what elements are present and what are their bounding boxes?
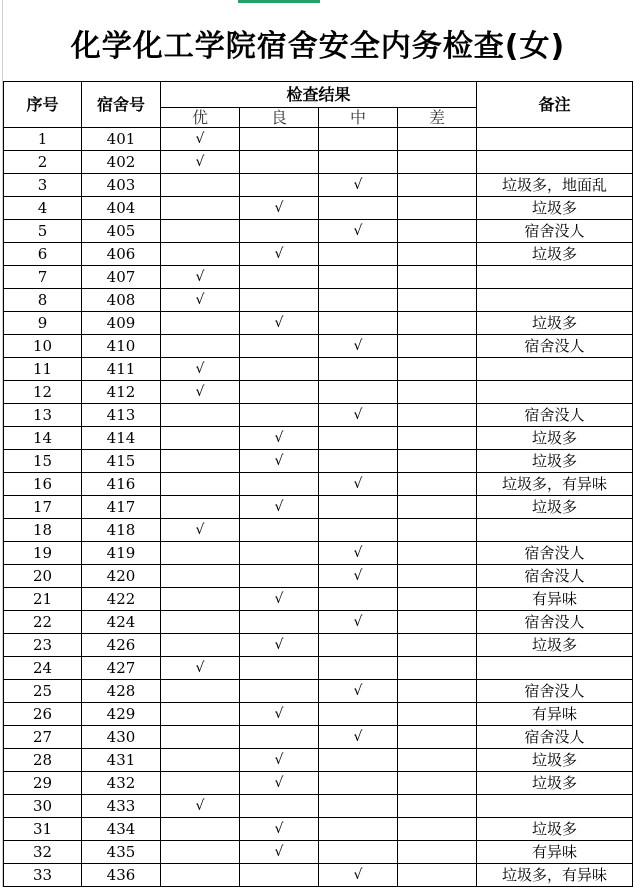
table-row [4, 243, 633, 266]
cell-seq[interactable]: 26 [4, 703, 82, 726]
cell-grade-3[interactable] [398, 749, 477, 772]
cell-room[interactable]: 428 [82, 680, 161, 703]
header-grade-good: 良 [240, 108, 319, 128]
check-mark-cell[interactable]: √ [161, 128, 240, 151]
cell-grade-0[interactable] [161, 818, 240, 841]
cell-grade-3[interactable] [398, 197, 477, 220]
cell-grade-1[interactable] [240, 358, 319, 381]
cell-grade-1[interactable] [240, 657, 319, 680]
cell-grade-3[interactable] [398, 243, 477, 266]
cell-grade-3[interactable] [398, 611, 477, 634]
cell-grade-1[interactable] [240, 864, 319, 887]
cell-grade-0[interactable] [161, 427, 240, 450]
cell-room[interactable]: 418 [82, 519, 161, 542]
table-row [4, 749, 633, 772]
cell-remark[interactable] [477, 289, 633, 312]
active-tab-indicator [238, 0, 320, 3]
cell-remark[interactable] [477, 657, 633, 680]
cell-remark[interactable]: 垃圾多 [477, 634, 633, 657]
check-mark-cell[interactable]: √ [240, 450, 319, 473]
check-mark-cell[interactable]: √ [240, 818, 319, 841]
cell-grade-3[interactable] [398, 266, 477, 289]
cell-remark[interactable]: 宿舍没人 [477, 680, 633, 703]
cell-grade-0[interactable] [161, 197, 240, 220]
cell-grade-1[interactable] [240, 795, 319, 818]
cell-grade-3[interactable] [398, 795, 477, 818]
cell-grade-3[interactable] [398, 404, 477, 427]
inspection-table [3, 81, 633, 887]
cell-seq[interactable]: 3 [4, 174, 82, 197]
cell-remark[interactable]: 有异味 [477, 841, 633, 864]
table-row [4, 680, 633, 703]
cell-grade-0[interactable] [161, 864, 240, 887]
cell-grade-2[interactable] [319, 703, 398, 726]
check-mark-cell[interactable]: √ [240, 496, 319, 519]
cell-room[interactable]: 417 [82, 496, 161, 519]
header-room: 宿舍号 [82, 82, 161, 128]
check-mark-cell[interactable]: √ [319, 473, 398, 496]
cell-grade-3[interactable] [398, 128, 477, 151]
check-mark-cell[interactable]: √ [161, 795, 240, 818]
cell-grade-1[interactable] [240, 128, 319, 151]
cell-grade-1[interactable] [240, 381, 319, 404]
cell-grade-2[interactable] [319, 519, 398, 542]
cell-room[interactable]: 426 [82, 634, 161, 657]
cell-grade-3[interactable] [398, 680, 477, 703]
cell-grade-3[interactable] [398, 335, 477, 358]
cell-seq[interactable]: 5 [4, 220, 82, 243]
cell-remark[interactable]: 宿舍没人 [477, 220, 633, 243]
cell-room[interactable]: 403 [82, 174, 161, 197]
cell-remark[interactable]: 宿舍没人 [477, 335, 633, 358]
cell-remark[interactable] [477, 519, 633, 542]
cell-grade-2[interactable] [319, 588, 398, 611]
cell-grade-1[interactable] [240, 680, 319, 703]
cell-seq[interactable]: 21 [4, 588, 82, 611]
check-mark-cell[interactable]: √ [240, 749, 319, 772]
table-row [4, 726, 633, 749]
cell-remark[interactable]: 宿舍没人 [477, 726, 633, 749]
check-mark-cell[interactable]: √ [161, 289, 240, 312]
cell-grade-0[interactable] [161, 335, 240, 358]
cell-grade-3[interactable] [398, 772, 477, 795]
cell-room[interactable]: 408 [82, 289, 161, 312]
cell-grade-3[interactable] [398, 864, 477, 887]
cell-room[interactable]: 402 [82, 151, 161, 174]
cell-seq[interactable]: 1 [4, 128, 82, 151]
cell-seq[interactable]: 20 [4, 565, 82, 588]
cell-seq[interactable]: 17 [4, 496, 82, 519]
cell-seq[interactable]: 15 [4, 450, 82, 473]
cell-grade-2[interactable] [319, 243, 398, 266]
cell-grade-3[interactable] [398, 358, 477, 381]
cell-seq[interactable]: 25 [4, 680, 82, 703]
cell-room[interactable]: 407 [82, 266, 161, 289]
check-mark-cell[interactable]: √ [319, 335, 398, 358]
cell-grade-0[interactable] [161, 634, 240, 657]
cell-seq[interactable]: 16 [4, 473, 82, 496]
cell-grade-1[interactable] [240, 289, 319, 312]
table-row [4, 588, 633, 611]
table-row [4, 841, 633, 864]
cell-remark[interactable] [477, 151, 633, 174]
cell-grade-0[interactable] [161, 680, 240, 703]
cell-grade-3[interactable] [398, 289, 477, 312]
cell-room[interactable]: 432 [82, 772, 161, 795]
cell-grade-3[interactable] [398, 381, 477, 404]
cell-room[interactable]: 413 [82, 404, 161, 427]
table-row [4, 611, 633, 634]
cell-remark[interactable]: 垃圾多 [477, 818, 633, 841]
cell-grade-0[interactable] [161, 243, 240, 266]
cell-room[interactable]: 427 [82, 657, 161, 680]
check-mark-cell[interactable]: √ [319, 680, 398, 703]
cell-seq[interactable]: 13 [4, 404, 82, 427]
cell-grade-3[interactable] [398, 703, 477, 726]
table-row [4, 795, 633, 818]
table-row [4, 542, 633, 565]
cell-grade-3[interactable] [398, 657, 477, 680]
cell-remark[interactable] [477, 266, 633, 289]
table-row [4, 496, 633, 519]
table-row [4, 427, 633, 450]
cell-grade-2[interactable] [319, 749, 398, 772]
table-row [4, 864, 633, 887]
check-mark-cell[interactable]: √ [240, 312, 319, 335]
check-mark-cell[interactable]: √ [161, 266, 240, 289]
sheet-title: 化学化工学院宿舍安全内务检查(女) [70, 28, 566, 64]
cell-room[interactable]: 433 [82, 795, 161, 818]
cell-remark[interactable]: 垃圾多 [477, 450, 633, 473]
cell-remark[interactable]: 宿舍没人 [477, 611, 633, 634]
table-row [4, 634, 633, 657]
table-row [4, 151, 633, 174]
cell-remark[interactable]: 宿舍没人 [477, 404, 633, 427]
check-mark-cell[interactable]: √ [240, 243, 319, 266]
cell-seq[interactable]: 14 [4, 427, 82, 450]
table-body [4, 128, 633, 887]
cell-grade-1[interactable] [240, 473, 319, 496]
header-seq: 序号 [4, 82, 82, 128]
cell-grade-2[interactable] [319, 427, 398, 450]
cell-remark[interactable] [477, 381, 633, 404]
cell-grade-3[interactable] [398, 450, 477, 473]
table-row [4, 220, 633, 243]
cell-grade-2[interactable] [319, 312, 398, 335]
table-row [4, 519, 633, 542]
cell-remark[interactable]: 有异味 [477, 588, 633, 611]
header-remark: 备注 [477, 82, 633, 128]
cell-grade-0[interactable] [161, 404, 240, 427]
cell-seq[interactable]: 23 [4, 634, 82, 657]
cell-grade-3[interactable] [398, 818, 477, 841]
cell-grade-0[interactable] [161, 542, 240, 565]
table-row [4, 450, 633, 473]
cell-seq[interactable]: 4 [4, 197, 82, 220]
check-mark-cell[interactable]: √ [240, 427, 319, 450]
cell-grade-0[interactable] [161, 772, 240, 795]
header-grade-poor: 差 [398, 108, 477, 128]
check-mark-cell[interactable]: √ [319, 726, 398, 749]
cell-grade-0[interactable] [161, 726, 240, 749]
table-row [4, 289, 633, 312]
cell-remark[interactable]: 垃圾多，有异味 [477, 473, 633, 496]
cell-grade-0[interactable] [161, 841, 240, 864]
check-mark-cell[interactable]: √ [161, 151, 240, 174]
cell-grade-2[interactable] [319, 634, 398, 657]
cell-grade-0[interactable] [161, 611, 240, 634]
cell-room[interactable]: 420 [82, 565, 161, 588]
cell-seq[interactable]: 12 [4, 381, 82, 404]
cell-seq[interactable]: 7 [4, 266, 82, 289]
cell-seq[interactable]: 2 [4, 151, 82, 174]
cell-grade-3[interactable] [398, 312, 477, 335]
cell-room[interactable]: 414 [82, 427, 161, 450]
cell-grade-1[interactable] [240, 542, 319, 565]
cell-seq[interactable]: 22 [4, 611, 82, 634]
cell-seq[interactable]: 18 [4, 519, 82, 542]
cell-grade-2[interactable] [319, 197, 398, 220]
cell-grade-1[interactable] [240, 335, 319, 358]
check-mark-cell[interactable]: √ [161, 657, 240, 680]
cell-room[interactable]: 410 [82, 335, 161, 358]
table-row [4, 473, 633, 496]
check-mark-cell[interactable]: √ [319, 220, 398, 243]
cell-grade-3[interactable] [398, 473, 477, 496]
check-mark-cell[interactable]: √ [319, 565, 398, 588]
cell-grade-2[interactable] [319, 841, 398, 864]
table-row [4, 266, 633, 289]
cell-grade-2[interactable] [319, 795, 398, 818]
cell-room[interactable]: 416 [82, 473, 161, 496]
cell-grade-3[interactable] [398, 220, 477, 243]
cell-remark[interactable]: 垃圾多 [477, 312, 633, 335]
cell-remark[interactable]: 垃圾多 [477, 197, 633, 220]
cell-grade-0[interactable] [161, 312, 240, 335]
table-row [4, 703, 633, 726]
cell-grade-3[interactable] [398, 427, 477, 450]
cell-seq[interactable]: 8 [4, 289, 82, 312]
cell-grade-3[interactable] [398, 726, 477, 749]
cell-room[interactable]: 411 [82, 358, 161, 381]
cell-grade-0[interactable] [161, 588, 240, 611]
cell-grade-0[interactable] [161, 565, 240, 588]
table-row [4, 358, 633, 381]
cell-remark[interactable] [477, 795, 633, 818]
cell-remark[interactable]: 垃圾多 [477, 427, 633, 450]
cell-grade-0[interactable] [161, 473, 240, 496]
cell-seq[interactable]: 10 [4, 335, 82, 358]
cell-grade-2[interactable] [319, 289, 398, 312]
check-mark-cell[interactable]: √ [240, 772, 319, 795]
check-mark-cell[interactable]: √ [240, 588, 319, 611]
cell-grade-2[interactable] [319, 128, 398, 151]
cell-room[interactable]: 401 [82, 128, 161, 151]
cell-grade-1[interactable] [240, 611, 319, 634]
cell-remark[interactable]: 宿舍没人 [477, 565, 633, 588]
cell-remark[interactable] [477, 358, 633, 381]
cell-grade-2[interactable] [319, 381, 398, 404]
cell-grade-3[interactable] [398, 496, 477, 519]
cell-grade-3[interactable] [398, 565, 477, 588]
cell-grade-2[interactable] [319, 450, 398, 473]
cell-seq[interactable]: 6 [4, 243, 82, 266]
cell-room[interactable]: 412 [82, 381, 161, 404]
cell-room[interactable]: 436 [82, 864, 161, 887]
table-row [4, 381, 633, 404]
cell-room[interactable]: 431 [82, 749, 161, 772]
cell-remark[interactable] [477, 128, 633, 151]
cell-grade-3[interactable] [398, 519, 477, 542]
header-grade-excellent: 优 [161, 108, 240, 128]
table-row [4, 197, 633, 220]
cell-grade-2[interactable] [319, 358, 398, 381]
header-grade-fair: 中 [319, 108, 398, 128]
table-row [4, 772, 633, 795]
cell-seq[interactable]: 28 [4, 749, 82, 772]
cell-grade-3[interactable] [398, 588, 477, 611]
table-row [4, 657, 633, 680]
cell-grade-1[interactable] [240, 404, 319, 427]
table-row [4, 312, 633, 335]
cell-grade-0[interactable] [161, 174, 240, 197]
cell-grade-1[interactable] [240, 565, 319, 588]
cell-room[interactable]: 406 [82, 243, 161, 266]
cell-grade-2[interactable] [319, 151, 398, 174]
cell-grade-0[interactable] [161, 220, 240, 243]
table-row [4, 818, 633, 841]
cell-room[interactable]: 429 [82, 703, 161, 726]
check-mark-cell[interactable]: √ [319, 864, 398, 887]
cell-remark[interactable]: 垃圾多 [477, 772, 633, 795]
table-row [4, 565, 633, 588]
cell-seq[interactable]: 31 [4, 818, 82, 841]
cell-room[interactable]: 434 [82, 818, 161, 841]
cell-grade-1[interactable] [240, 220, 319, 243]
cell-grade-0[interactable] [161, 749, 240, 772]
cell-seq[interactable]: 11 [4, 358, 82, 381]
cell-grade-2[interactable] [319, 772, 398, 795]
cell-grade-1[interactable] [240, 266, 319, 289]
cell-grade-2[interactable] [319, 266, 398, 289]
cell-grade-1[interactable] [240, 151, 319, 174]
cell-seq[interactable]: 29 [4, 772, 82, 795]
cell-remark[interactable]: 宿舍没人 [477, 542, 633, 565]
cell-remark[interactable]: 垃圾多 [477, 243, 633, 266]
cell-room[interactable]: 415 [82, 450, 161, 473]
cell-room[interactable]: 422 [82, 588, 161, 611]
check-mark-cell[interactable]: √ [319, 542, 398, 565]
cell-room[interactable]: 419 [82, 542, 161, 565]
table-row [4, 404, 633, 427]
header-result: 检查结果 [161, 82, 477, 108]
cell-grade-3[interactable] [398, 151, 477, 174]
cell-grade-0[interactable] [161, 496, 240, 519]
cell-grade-1[interactable] [240, 519, 319, 542]
cell-seq[interactable]: 32 [4, 841, 82, 864]
check-mark-cell[interactable]: √ [240, 197, 319, 220]
cell-room[interactable]: 404 [82, 197, 161, 220]
check-mark-cell[interactable]: √ [240, 634, 319, 657]
cell-grade-2[interactable] [319, 657, 398, 680]
cell-seq[interactable]: 19 [4, 542, 82, 565]
cell-grade-3[interactable] [398, 542, 477, 565]
cell-seq[interactable]: 33 [4, 864, 82, 887]
cell-remark[interactable]: 垃圾多 [477, 496, 633, 519]
check-mark-cell[interactable]: √ [319, 174, 398, 197]
cell-seq[interactable]: 24 [4, 657, 82, 680]
check-mark-cell[interactable]: √ [240, 841, 319, 864]
cell-grade-0[interactable] [161, 450, 240, 473]
cell-grade-1[interactable] [240, 174, 319, 197]
cell-room[interactable]: 430 [82, 726, 161, 749]
table-row [4, 128, 633, 151]
cell-room[interactable]: 409 [82, 312, 161, 335]
cell-remark[interactable]: 垃圾多 [477, 749, 633, 772]
table-row [4, 174, 633, 197]
cell-seq[interactable]: 30 [4, 795, 82, 818]
check-mark-cell[interactable]: √ [319, 611, 398, 634]
check-mark-cell[interactable]: √ [161, 381, 240, 404]
cell-remark[interactable]: 垃圾多，地面乱 [477, 174, 633, 197]
check-mark-cell[interactable]: √ [161, 358, 240, 381]
cell-grade-3[interactable] [398, 841, 477, 864]
check-mark-cell[interactable]: √ [161, 519, 240, 542]
cell-grade-3[interactable] [398, 634, 477, 657]
check-mark-cell[interactable]: √ [319, 404, 398, 427]
cell-grade-0[interactable] [161, 703, 240, 726]
check-mark-cell[interactable]: √ [240, 703, 319, 726]
cell-room[interactable]: 435 [82, 841, 161, 864]
cell-grade-2[interactable] [319, 818, 398, 841]
cell-room[interactable]: 405 [82, 220, 161, 243]
cell-grade-1[interactable] [240, 726, 319, 749]
cell-seq[interactable]: 27 [4, 726, 82, 749]
cell-grade-3[interactable] [398, 174, 477, 197]
cell-room[interactable]: 424 [82, 611, 161, 634]
table-row [4, 335, 633, 358]
cell-seq[interactable]: 9 [4, 312, 82, 335]
cell-remark[interactable]: 垃圾多，有异味 [477, 864, 633, 887]
cell-remark[interactable]: 有异味 [477, 703, 633, 726]
cell-grade-2[interactable] [319, 496, 398, 519]
